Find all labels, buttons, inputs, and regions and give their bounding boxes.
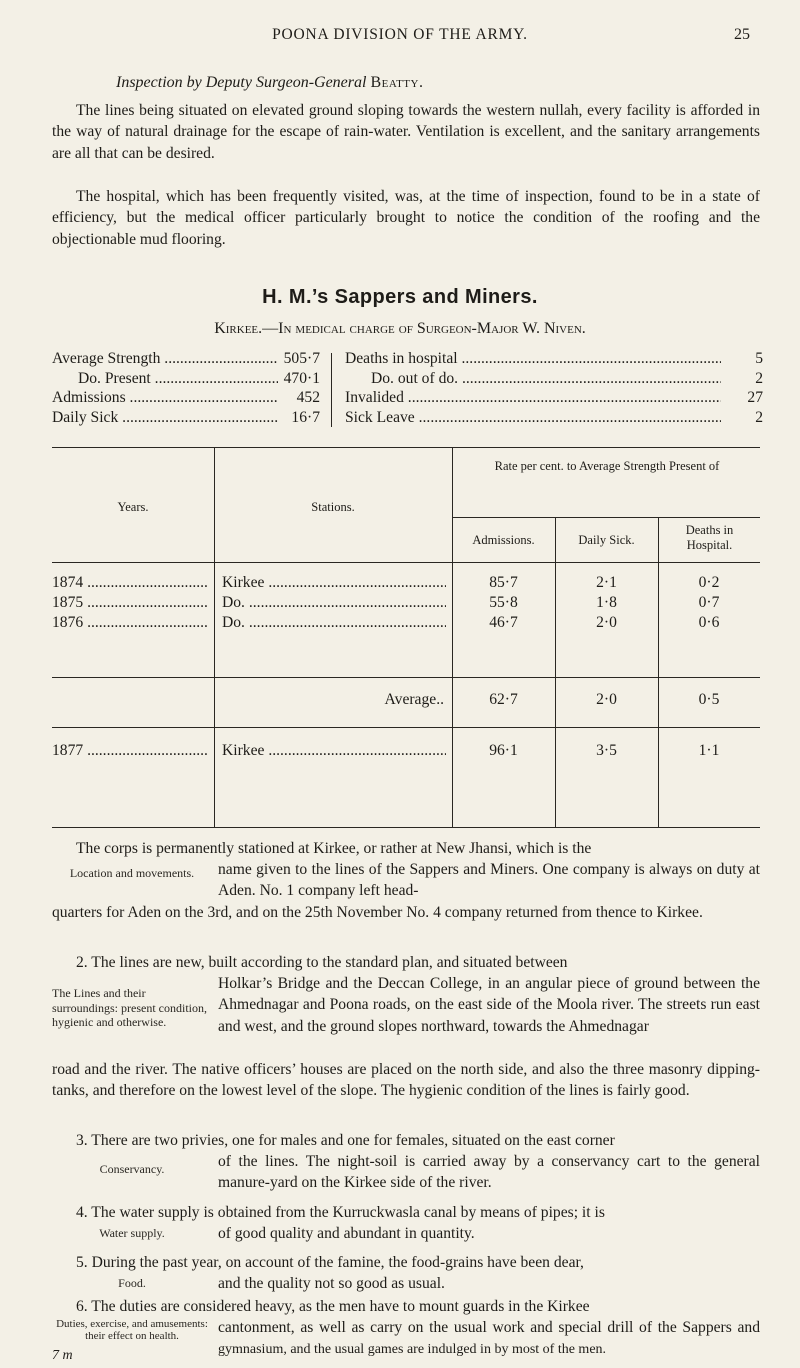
sidenote-lines: The Lines and their surroundings: present condition, hygienic and otherwise. [52, 986, 207, 1029]
sidenote-location: Location and movements. [69, 866, 195, 880]
paragraph-6-tail: gymnasium, and the usual games are indulged in by most of the men. [218, 1342, 607, 1357]
stat-value: 452 [296, 389, 320, 407]
cell-station: Do. ..... [222, 613, 446, 633]
stat-value: 470·1 [283, 369, 320, 387]
cell-average-label: Average.. [384, 691, 444, 708]
stat-value: 27 [747, 389, 763, 407]
stat-row [52, 349, 320, 369]
header-deaths: Deaths in Hospital. [685, 523, 734, 552]
cell-deaths: 0·7 [698, 594, 720, 611]
cell-admissions: 55·8 [489, 594, 518, 611]
paragraph-5-head: 5. During the past year, on account of the famine, the food-grains have been dear, [76, 1254, 584, 1271]
paragraph-4-body: of good quality and abundant in quantity. [218, 1225, 475, 1242]
table-rule-top [52, 447, 760, 448]
paragraph-1-body: name given to the lines of the Sappers and Miners. One company is always on duty at Aden. No. 1 company left head- [218, 861, 760, 900]
cell-year: 1877 ..... [52, 741, 207, 761]
stat-row [52, 369, 320, 389]
stat-row [345, 369, 763, 389]
stat-value: 2 [755, 369, 763, 387]
table-col-rule [452, 447, 453, 827]
paragraph-2-head: 2. The lines are new, built according to the standard plan, and situated between [76, 954, 568, 971]
cell-average-deaths: 0·5 [698, 691, 720, 708]
running-title: POONA DIVISION OF THE ARMY. [272, 26, 528, 43]
cell-deaths: 1·1 [698, 742, 720, 759]
paragraph-3-body: of the lines. The night-soil is carried away by a conservancy cart to the general manure-yard on the Kirkee side of the river. [218, 1153, 760, 1192]
cell-daily-sick: 3·5 [596, 742, 617, 759]
cell-admissions: 85·7 [489, 574, 518, 591]
stat-label: Invalided ..... [345, 388, 721, 408]
cell-station: Kirkee ..... [222, 573, 446, 593]
header-years: Years. [117, 500, 149, 514]
table-rule-rows [52, 677, 760, 678]
header-stations: Stations. [311, 500, 355, 514]
stat-row [345, 349, 763, 369]
stats-right-column [345, 349, 763, 427]
printer-signature: 7 m [52, 1348, 73, 1363]
table-rule-header [52, 562, 760, 563]
cell-year: 1875 ..... [52, 593, 207, 613]
stat-label: Average Strength ..... [52, 349, 278, 369]
page-number: 25 [734, 26, 750, 43]
inspection-prefix: Inspection by Deputy Surgeon-General [116, 74, 367, 91]
paragraph-2-tail: road and the river. The native officers’ houses are placed on the north side, and also the three masonry dipping-tanks, and therefore on the lowest level of the slope. The hygienic condition of the lines is fairly good. [52, 1061, 760, 1100]
sidenote-conservancy: Conservancy. [99, 1162, 165, 1176]
paragraph-6-head: 6. The duties are considered heavy, as the men have to mount guards in the Kirkee [76, 1298, 590, 1315]
stat-row [52, 408, 320, 428]
stat-label: Do. out of do. ..... [345, 369, 721, 389]
stats-left-column [52, 349, 320, 427]
cell-admissions: 96·1 [489, 742, 518, 759]
paragraph-1-head: The corps is permanently stationed at Kirkee, or rather at New Jhansi, which is the [76, 840, 592, 857]
stat-row [52, 388, 320, 408]
table-rule-average [52, 727, 760, 728]
paragraph-5-body: and the quality not so good as usual. [218, 1275, 445, 1292]
table-col-rule [555, 517, 556, 827]
header-admissions: Admissions. [472, 533, 535, 547]
inspector-name: Beatty. [370, 74, 424, 91]
cell-station: Kirkee ..... [222, 741, 446, 761]
header-rate-group: Rate per cent. to Average Strength Present of [494, 459, 720, 473]
intro-paragraph-2: The hospital, which has been frequently visited, was, at the time of inspection, found to be in a state of efficiency, but the medical officer particularly brought to notice the condition of the roofing and the objectionable mud flooring. [52, 188, 760, 248]
cell-deaths: 0·6 [698, 614, 720, 631]
cell-average-admissions: 62·7 [489, 691, 518, 708]
stat-label: Sick Leave ..... [345, 408, 721, 428]
intro-paragraph-1: The lines being situated on elevated ground sloping towards the western nullah, every facility is afforded in the way of natural drainage for the escape of rain-water. Ventilation is excellent, and the sanitary arrangements are all that can be desired. [52, 102, 760, 162]
cell-daily-sick: 1·8 [596, 594, 617, 611]
sidenote-food: Food. [118, 1276, 146, 1290]
stat-value: 505·7 [283, 350, 320, 367]
stat-row [345, 388, 763, 408]
stat-value: 16·7 [291, 408, 320, 426]
stat-value: 2 [755, 408, 763, 426]
table-rule-group [452, 517, 760, 518]
stat-row [345, 408, 763, 428]
stats-divider [331, 353, 332, 427]
cell-daily-sick: 2·0 [596, 614, 617, 631]
running-head [44, 26, 756, 50]
cell-station: Do. ..... [222, 593, 446, 613]
paragraph-2-body: Holkar’s Bridge and the Deccan College, in an angular piece of ground between the Ahmednagar and Poona roads, on the east side of the Moola river. The streets run east and west, and the ground slopes northward, towards the Ahmednagar [218, 975, 760, 1035]
cell-average-daily-sick: 2·0 [596, 691, 617, 708]
header-daily-sick: Daily Sick. [578, 533, 635, 547]
stat-label: Daily Sick ..... [52, 408, 278, 428]
cell-deaths: 0·2 [698, 574, 720, 591]
cell-year: 1874 ..... [52, 573, 207, 593]
sidenote-duties: Duties, exercise, and amusements: their effect on health. [56, 1318, 208, 1342]
inspection-heading [116, 74, 423, 92]
charge-line: Kirkee.—In medical charge of Surgeon-Major W. Niven. [214, 320, 586, 337]
table-rule-bottom [52, 827, 760, 828]
table-col-rule [658, 517, 659, 827]
stat-label: Do. Present ..... [52, 369, 278, 389]
stat-label: Deaths in hospital ..... [345, 349, 721, 369]
rates-table [52, 447, 760, 828]
paragraph-3-head: 3. There are two privies, one for males and one for females, situated on the east corner [76, 1132, 615, 1149]
cell-admissions: 46·7 [489, 614, 518, 631]
cell-year: 1876 ..... [52, 613, 207, 633]
sidenote-water: Water supply. [99, 1226, 165, 1240]
paragraph-1-tail: quarters for Aden on the 3rd, and on the 25th November No. 4 company returned from thence to Kirkee. [52, 904, 703, 921]
paragraph-6-body: cantonment, as well as carry on the usual work and special drill of the Sappers and [218, 1319, 760, 1336]
paragraph-4-head: 4. The water supply is obtained from the Kurruckwasla canal by means of pipes; it is [76, 1204, 605, 1221]
stat-value: 5 [755, 350, 763, 367]
cell-daily-sick: 2·1 [596, 574, 617, 591]
section-title: H. M.’s Sappers and Miners. [262, 286, 538, 308]
stat-label: Admissions ..... [52, 388, 278, 408]
